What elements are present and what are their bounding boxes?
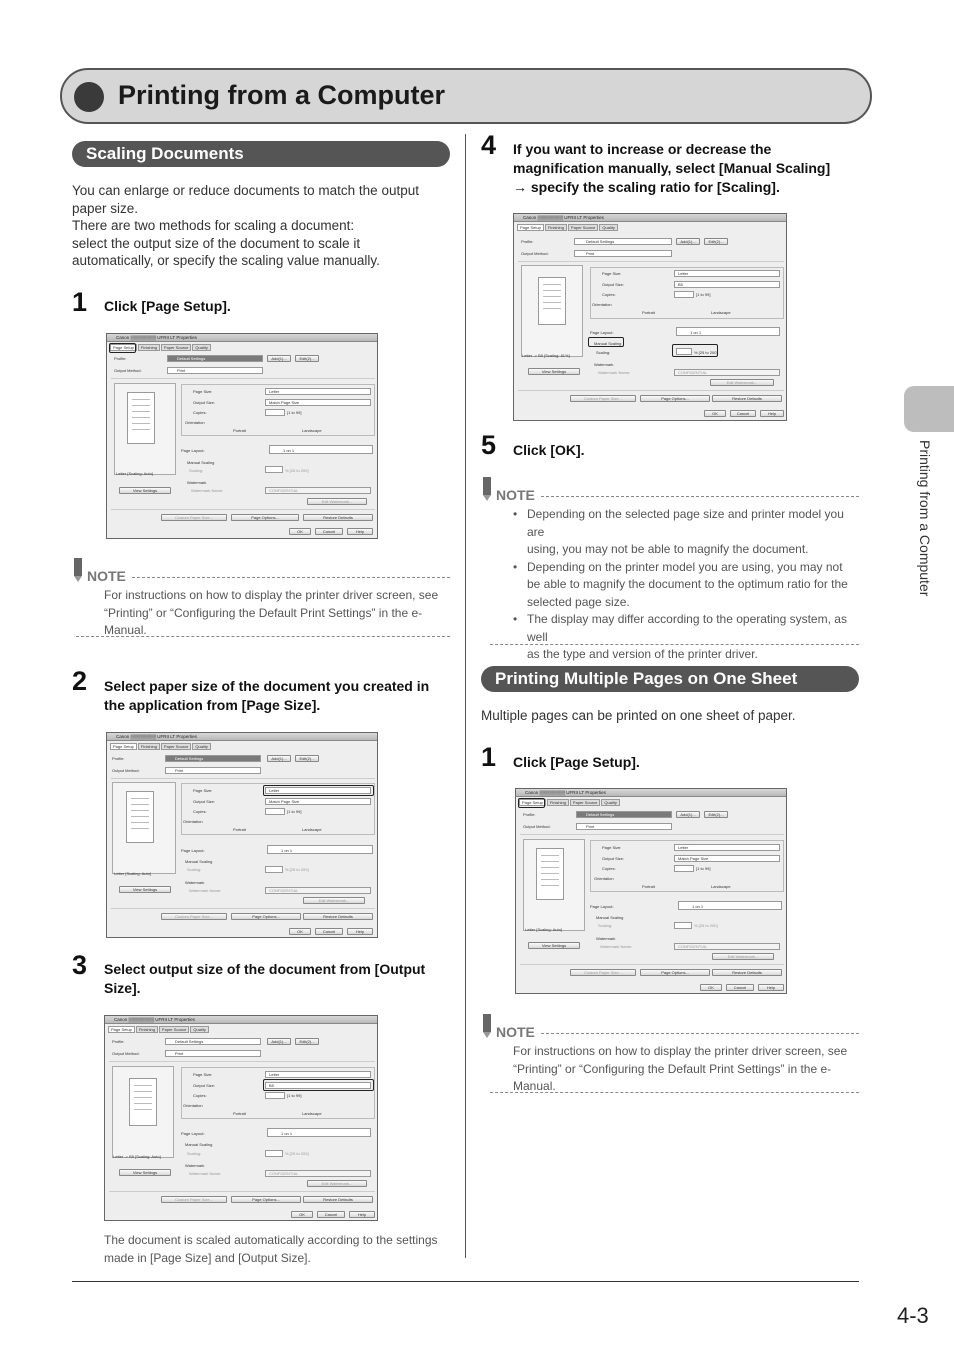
highlight-frame [588,337,624,347]
pencil-icon [482,1014,492,1038]
step-number: 5 [481,430,497,460]
section-title-multiple-pages: Printing Multiple Pages on One Sheet [481,666,859,692]
printer-properties-screenshot: Canon ▒▒▒▒▒▒▒▒ UFRII LT Properties Page Setup Finishing Paper Source Quality Profile: Default Settings Add(1)... Edit(2)... Output Method: Print Letter [Scaling: Auto] View Settings Page Size: Letter Output Size: Match Page Size Copies: [1 to 99] Orientation Portrait Landscape Page Layout: 1 on 1 Manual Scaling Scaling: % [25 to 200] Watermark Watermark Name: CONFIDENTIAL Edit Watermark... Custom Paper Size... Page Options... Restore Defaults OK Cancel Help [106,732,378,938]
printer-properties-screenshot: Canon ▒▒▒▒▒▒▒▒ UFRII LT Properties Page Setup Finishing Paper Source Quality Profile: Default Settings Add(1)... Edit(2)... Output Method: Print Letter [Scaling: Auto] View Settings Page Size: Letter Output Size: Match Page Size Copies: [1 to 99] Orientation Portrait Landscape Page Layout: 1 on 1 Manual Scaling Scaling: % [25 to 200] Watermark Watermark Name: CONFIDENTIAL Edit Watermark... Custom Paper Size... Page Options... Restore Defaults OK Cancel Help [515,788,787,994]
tab-paper-source[interactable]: Paper Source [161,344,191,351]
section-title-scaling: Scaling Documents [72,141,450,167]
chapter-side-label: Printing from a Computer [917,440,933,597]
step-text: Select output size of the document from [Output Size]. [104,961,426,996]
step-text: Click [Page Setup]. [513,754,640,770]
view-settings-button[interactable]: View Settings [119,487,171,494]
note-heading: NOTE [496,1024,535,1040]
list-item: • The display may differ according to the operating system, as well as the type and version of the printer driver. [513,611,863,664]
note-bullet-list [513,506,863,664]
printer-properties-screenshot: Canon ▒▒▒▒▒▒▒▒ UFRII LT Properties Page Setup Finishing Paper Source Quality Profile: Default Settings Add(1)... Edit(2)... Output Method: Print Letter [Scaling: Auto] View Settings Page Size: Letter Output Size: Match Page Size Copies: [1 to 99] Orientation Portrait Landscape Page Layout: 1 on 1 Manual Scaling Scaling: % [25 to 200] Watermark Watermark Name: CONFIDENTIAL Edit Watermark... Custom Paper Size... Page Options... Restore Defaults OK Cancel Help [106,333,378,539]
note-text: For instructions on how to display the printer driver screen, see “Printing” or “Configuring the Default Print Settings” in the e-Manual. [104,588,439,637]
printer-properties-screenshot: Canon ▒▒▒▒▒▒▒▒ UFRII LT Properties Page Setup Finishing Paper Source Quality Profile: Default Settings Add(1)... Edit(2)... Output Method: Print Letter -> B5 [Scaling: 81%] View Settings Page Size: Letter Output Size: B5 Copies: [1 to 99] Orientation Portrait Landscape Page Layout: 1 on 1 Manual Scaling Scaling: % [25 to 200] Watermark Watermark Name: CONFIDENTIAL Edit Watermark... Custom Paper Size... Page Options... Restore Defaults OK Cancel Help [513,213,787,421]
footer-rule [72,1281,859,1282]
tab-quality[interactable]: Quality [192,344,210,351]
page-title: Printing from a Computer [118,80,446,110]
pencil-icon [73,558,83,582]
list-item: • Depending on the printer model you are using, you may not be able to magnify the document to the optimum ratio for the selected page size. [513,559,863,612]
step-number: 1 [481,742,497,772]
step-text: Click [Page Setup]. [104,298,231,314]
highlight-frame [672,344,718,357]
step-text: Click [OK]. [513,442,585,458]
highlight-frame [263,1079,374,1091]
chapter-bullet-icon [74,82,104,112]
chapter-side-tab [904,386,954,432]
list-item: • Depending on the selected page size and printer model you are using, you may not be able to magnify the document. [513,506,863,559]
highlight-frame [109,343,136,353]
note-heading: NOTE [496,487,535,503]
step-text: If you want to increase or decrease the magnification manually, select [Manual Scaling] → specify the scaling ratio for [Scaling]. [513,141,831,195]
tab-finishing[interactable]: Finishing [138,344,160,351]
column-divider [465,134,466,1258]
screenshot-caption: The document is scaled automatically according to the settings made in [Page Size] and [Output Size]. [104,1233,438,1265]
chapter-banner [60,68,872,124]
pencil-icon [482,477,492,501]
note-text: For instructions on how to display the printer driver screen, see “Printing” or “Configuring the Default Print Settings” in the e-Manual. [513,1044,848,1093]
page-number: 4-3 [897,1303,929,1328]
edit-button[interactable]: Edit(2)... [295,355,319,362]
printer-properties-screenshot: Canon ▒▒▒▒▒▒▒▒ UFRII LT Properties Page Setup Finishing Paper Source Quality Profile: Default Settings Add(1)... Edit(2)... Output Method: Print Letter -> B5 [Scaling: Auto] View Settings Page Size: Letter Output Size: B5 Copies: [1 to 99] Orientation Portrait Landscape Page Layout: 1 on 1 Manual Scaling Scaling: % [25 to 200] Watermark Watermark Name: CONFIDENTIAL Edit Watermark... Custom Paper Size... Page Options... Restore Defaults OK Cancel Help [104,1015,378,1221]
tab-page-setup[interactable]: Page Setup [110,344,137,351]
scaling-intro: You can enlarge or reduce documents to match the output paper size. There are two methods for scaling a document: select the output size of the document to scale it automatically, or specify the scaling value manually. [72,183,419,268]
highlight-frame [263,785,374,796]
step-number: 4 [481,130,497,160]
step-text: Select paper size of the document you created in the application from [Page Size]. [104,678,430,713]
step-number: 3 [72,950,88,980]
step-number: 2 [72,666,88,696]
step-number: 1 [72,287,88,317]
multiple-pages-intro: Multiple pages can be printed on one sheet of paper. [481,708,796,723]
add-button[interactable]: Add(1)... [267,355,291,362]
highlight-frame [518,798,545,808]
note-heading: NOTE [87,568,126,584]
